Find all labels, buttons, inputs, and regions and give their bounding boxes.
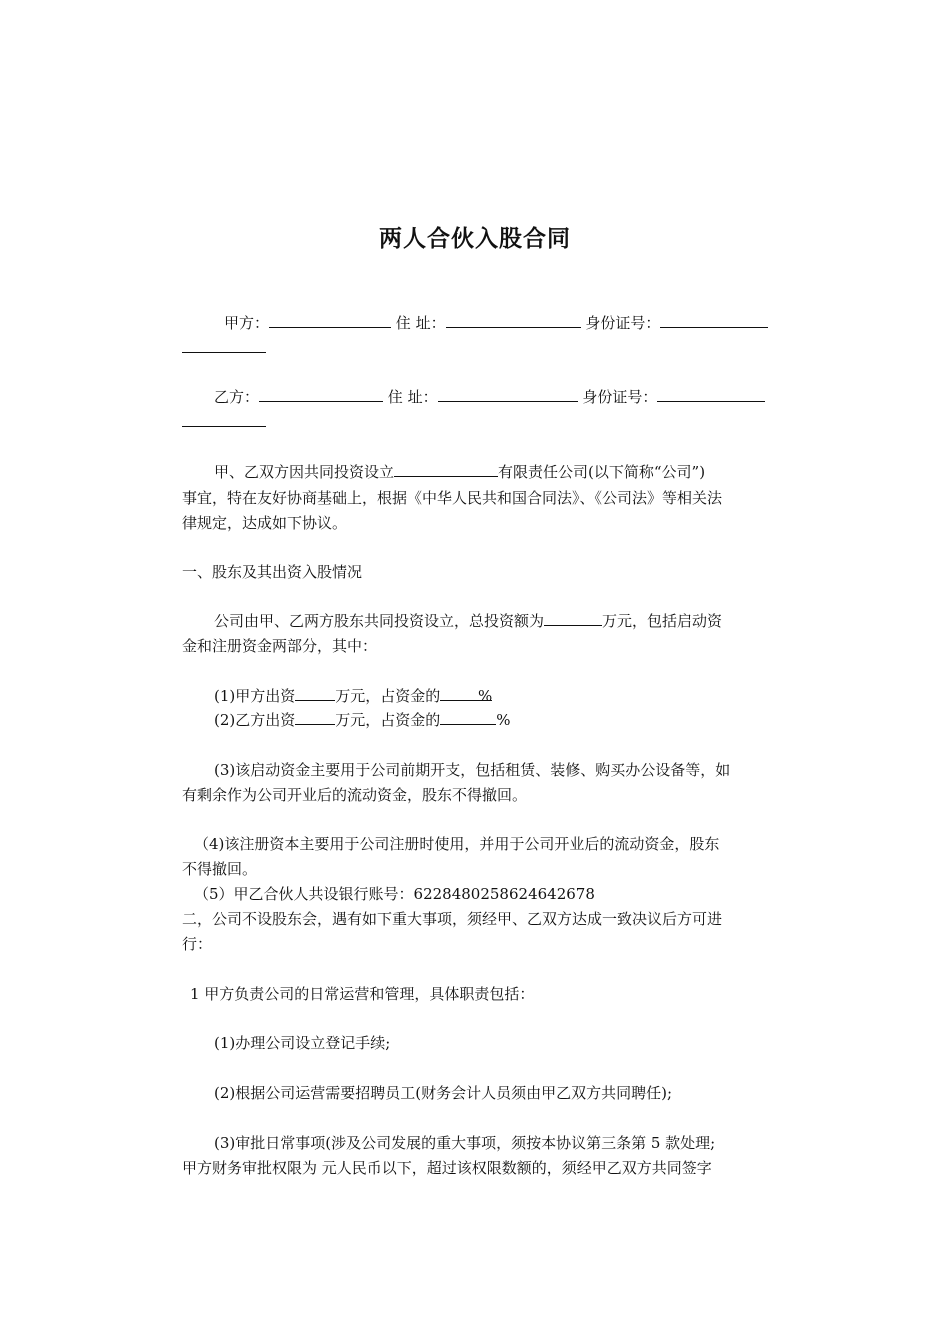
party-a-id-blank: [660, 311, 768, 328]
duty-3-line-1: [182, 1131, 772, 1155]
item-4-line-1: [182, 832, 772, 856]
party-a-label: 甲方：: [224, 314, 270, 332]
party-a-id-label: 身份证号：: [585, 314, 661, 332]
party-b-line-2: [182, 410, 772, 434]
section-1-p1-line-1: [182, 609, 772, 633]
section-2-line-2: 行：: [182, 935, 213, 953]
intro-suffix: 有限责任公司(以下简称“公司”): [498, 463, 706, 481]
total-investment-blank: [544, 609, 602, 626]
intro-prefix: 甲、乙双方因共同投资设立: [214, 463, 395, 481]
duty-2-line: [182, 1081, 772, 1105]
party-a-pct-blank: [440, 684, 493, 705]
item-4-line-2: 不得撤回。: [182, 860, 258, 878]
party-b-address-label: 住 址：: [387, 388, 438, 406]
party-a-address-label: 住 址：: [395, 314, 446, 332]
p1-suffix: 万元，包括启动资: [602, 612, 723, 630]
party-b-address-blank: [438, 385, 578, 402]
item-1-prefix: (1)甲方出资: [214, 687, 296, 705]
party-b-id-label: 身份证号：: [582, 388, 658, 406]
sub-1-text: 1 甲方负责公司的日常运营和管理，具体职责包括：: [190, 985, 535, 1003]
duty-3-text-1: (3)审批日常事项(涉及公司发展的重大事项，须按本协议第三条第 5 款处理;: [214, 1134, 716, 1152]
party-b-label: 乙方：: [214, 388, 260, 406]
party-b-amount-blank: [295, 708, 335, 725]
party-a-line: [182, 311, 772, 335]
item-2-mid: 万元，占资金的: [335, 711, 441, 729]
duty-3-line-2: 甲方财务审批权限为 元人民币以下，超过该权限数额的，须经甲乙双方共同签字: [182, 1159, 712, 1177]
item-1-pct: %: [478, 687, 493, 705]
item-3-text-1: (3)该启动资金主要用于公司前期开支，包括租赁、装修、购买办公设备等，如: [214, 761, 731, 779]
document-title: 两人合伙入股合同: [379, 225, 571, 252]
duty-2-text: (2)根据公司运营需要招聘员工(财务会计人员须由甲乙双方共同聘任);: [214, 1084, 673, 1102]
item-5-line: [182, 882, 772, 906]
item-2-line: [182, 708, 772, 732]
party-b-pct-blank: [440, 708, 496, 725]
section-1-heading: 一、股东及其出资入股情况: [182, 563, 363, 581]
party-b-id-blank: [657, 385, 765, 402]
intro-line-1: [182, 460, 772, 484]
party-a-amount-blank: [295, 684, 335, 701]
section-2-line-1: 二，公司不设股东会，遇有如下重大事项，须经甲、乙双方达成一致决议后方可进: [182, 910, 723, 928]
item-3-line-1: [182, 758, 772, 782]
company-name-blank: [394, 460, 498, 477]
party-b-id-blank-cont: [182, 410, 266, 427]
bank-account-text: （5）甲乙合伙人共设银行账号：6228480258624642678: [194, 885, 595, 903]
item-1-line: [182, 684, 772, 708]
party-b-line: [182, 385, 772, 409]
party-a-address-blank: [446, 311, 581, 328]
party-a-id-blank-cont: [182, 336, 266, 353]
party-a-line-2: [182, 336, 772, 360]
intro-line-2: 事宜，特在友好协商基础上，根据《中华人民共和国合同法》、《公司法》等相关法: [182, 489, 723, 507]
item-2-pct: %: [496, 711, 511, 729]
item-1-mid: 万元，占资金的: [335, 687, 441, 705]
p1-prefix: 公司由甲、乙两方股东共同投资设立，总投资额为: [214, 612, 545, 630]
duty-1-text: (1)办理公司设立登记手续;: [214, 1034, 391, 1052]
item-4-text-1: （4)该注册资本主要用于公司注册时使用，并用于公司开业后的流动资金，股东: [194, 835, 720, 853]
section-2-sub-1: [182, 982, 772, 1006]
item-2-prefix: (2)乙方出资: [214, 711, 296, 729]
item-3-line-2: 有剩余作为公司开业后的流动资金，股东不得撤回。: [182, 786, 528, 804]
party-a-name-blank: [269, 311, 391, 328]
section-1-p1-line-2: 金和注册资金两部分，其中：: [182, 637, 378, 655]
party-b-name-blank: [259, 385, 383, 402]
intro-line-3: 律规定，达成如下协议。: [182, 514, 348, 532]
duty-1-line: [182, 1031, 772, 1055]
